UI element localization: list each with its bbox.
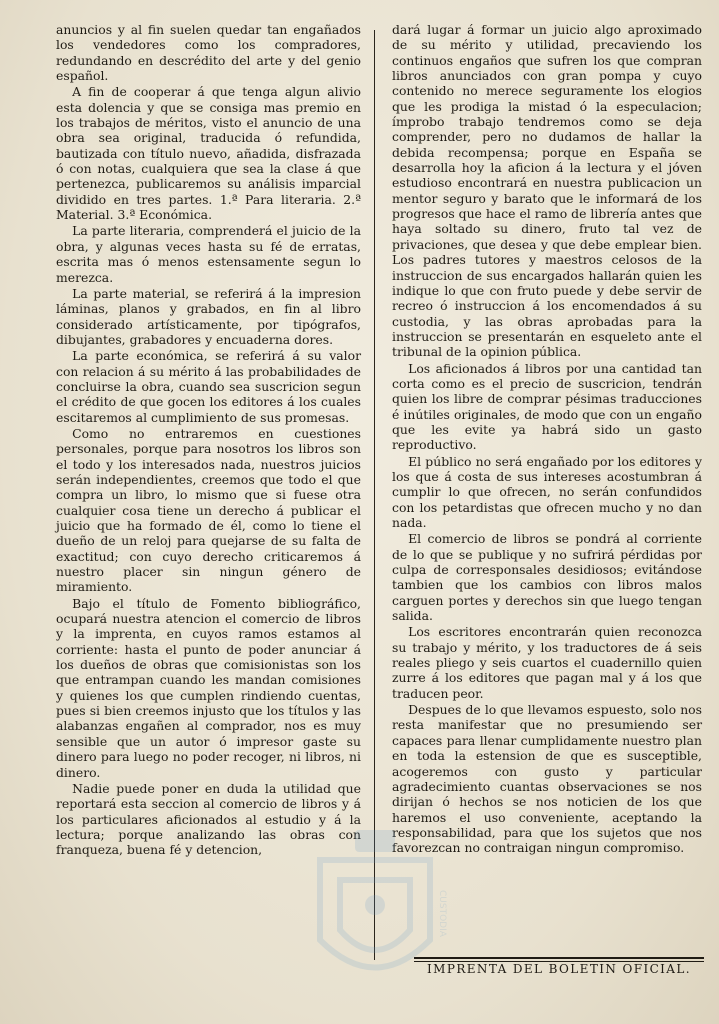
paragraph: dará lugar á formar un juicio algo aproximado de su mérito y utilidad, precaviendo los continuos engaños que sufren los que compran libros anunciados con gran pompa y cuyo contenido no merece seguramente los elogios que les prodiga la mistad ó la especulacion; ímprobo trabajo tendremos como se deja comprender, pero no dudamos de hallar la debida recompensa; porque en España se desarrolla hoy la aficion á la lectura y el jóven estudioso encontrará en nuestra publicacion un mentor seguro y barato que le informará de los progresos que hace el ramo de librería antes que haya soltado su dinero, fruto tal vez de privaciones, que desea y que debe emplear bien. Los padres tutores y maestros celosos de la instruccion de sus encargados hallarán quien les indique lo que con fruto puede y debe servir de recreo ó instruccion á los encomendados á su custodia, y las obras aprobadas para la instruccion se presentarán en esqueleto ante el tribunal de la opinion pública. xyxy=(392,22,702,360)
paragraph: Los escritores encontrarán quien reconozca su trabajo y mérito, y los traductores de á seis reales pliego y seis cuartos el cuadernillo quien zurre á los editores que pagan mal y á los que traducen peor. xyxy=(392,624,702,701)
paragraph: anuncios y al fin suelen quedar tan engañados los vendedores como los compradores, redundando en descrédito del arte y del genio español. xyxy=(56,22,361,84)
paragraph: El público no será engañado por los editores y los que á costa de sus intereses acostumbran á cumplir lo que ofrecen, no serán confundidos con los petardistas que ofrecen mucho y no dan nada. xyxy=(392,453,702,530)
paragraph: La parte económica, se referirá á su valor con relacion á su mérito á las probabilidades de concluirse la obra, cuando sea suscricion segun el crédito de que gocen los editores á los cuales escitaremos al cumplimiento de sus promesas. xyxy=(56,348,361,425)
paragraph: Como no entraremos en cuestiones personales, porque para nosotros los libros son el todo y los interesados nada, nuestros juicios serán independientes, creemos que todo el que compra un libro, lo mismo que si fuese otra cualquier cosa tiene un derecho á publicar el juicio que ha formado de él, como lo tiene el dueño de un reloj para quejarse de su falta de exactitud; con cuyo derecho criticaremos á nuestro placer sin ningun género de miramiento. xyxy=(56,425,361,595)
paragraph: Nadie puede poner en duda la utilidad que reportará esta seccion al comercio de libros y á los particulares aficionados al estudio y á la lectura; porque analizando las obras con franqueza, buena fé y detencion, xyxy=(56,780,361,858)
paragraph: La parte literaria, comprenderá el juicio de la obra, y algunas veces hasta su fé de erratas, escrita mas ó menos estensamente segun lo merezca. xyxy=(56,223,361,285)
library-watermark xyxy=(300,820,450,1000)
imprint-rule xyxy=(414,957,704,959)
paragraph: Los aficionados á libros por una cantidad tan corta como es el precio de suscricion, tendrán quien los libre de comprar pésimas traducciones é inútiles originales, de modo que con un engaño que les evite ya habrá sido un gasto reproductivo. xyxy=(392,360,702,453)
left-column xyxy=(56,22,361,858)
paragraph: La parte material, se referirá á la impresion láminas, planos y grabados, en fin al libro considerado artísticamente, por tipógrafos, dibujantes, grabadores y encuaderna dores. xyxy=(56,285,361,347)
imprint-line: IMPRENTA DEL BOLETIN OFICIAL. xyxy=(427,962,691,976)
paragraph: Bajo el título de Fomento bibliográfico, ocupará nuestra atencion el comercio de libros y la imprenta, en cuyos ramos estamos al corriente: hasta el punto de poder anunciar á los dueños de obras que comisionistas son los que entrampan cuando les mandan comisiones y quienes los que cumplen rindiendo cuentas, pues si bien creemos injusto que los títulos y las alabanzas engañen al comprador, nos es muy sensible que un autor ó impresor gaste su dinero para luego no poder recoger, ni libros, ni dinero. xyxy=(56,595,361,780)
right-column xyxy=(392,22,702,856)
paragraph: A fin de cooperar á que tenga algun alivio esta dolencia y que se consiga mas premio en los trabajos de méritos, visto el anuncio de una obra sea original, traducida ó refundida, bautizada con título nuevo, añadida, disfrazada ó con notas, cualquiera que sea la clase á que pertenezca, publicaremos su análisis imparcial dividido en tres partes. 1.ª Para literaria. 2.ª Material. 3.ª Económica. xyxy=(56,84,361,223)
watermark-text: CUSTODIA xyxy=(437,890,447,937)
paragraph: Despues de lo que llevamos espuesto, solo nos resta manifestar que no presumiendo ser capaces para llenar cumplidamente nuestro plan en toda la estension de que es susceptible, acogeremos con gusto y particular agradecimiento cuantas observaciones se nos dirijan ó hechos se nos noticien de los que haremos el uso conveniente, aceptando la responsabilidad, para que los sujetos que nos favorezcan no contraigan ningun compromiso. xyxy=(392,702,702,856)
paragraph: El comercio de libros se pondrá al corriente de lo que se publique y no sufrirá pérdidas por culpa de corresponsales desidiosos; evitándose tambien que los cambios con libros malos carguen portes y derechos sin que luego tengan salida. xyxy=(392,531,702,624)
